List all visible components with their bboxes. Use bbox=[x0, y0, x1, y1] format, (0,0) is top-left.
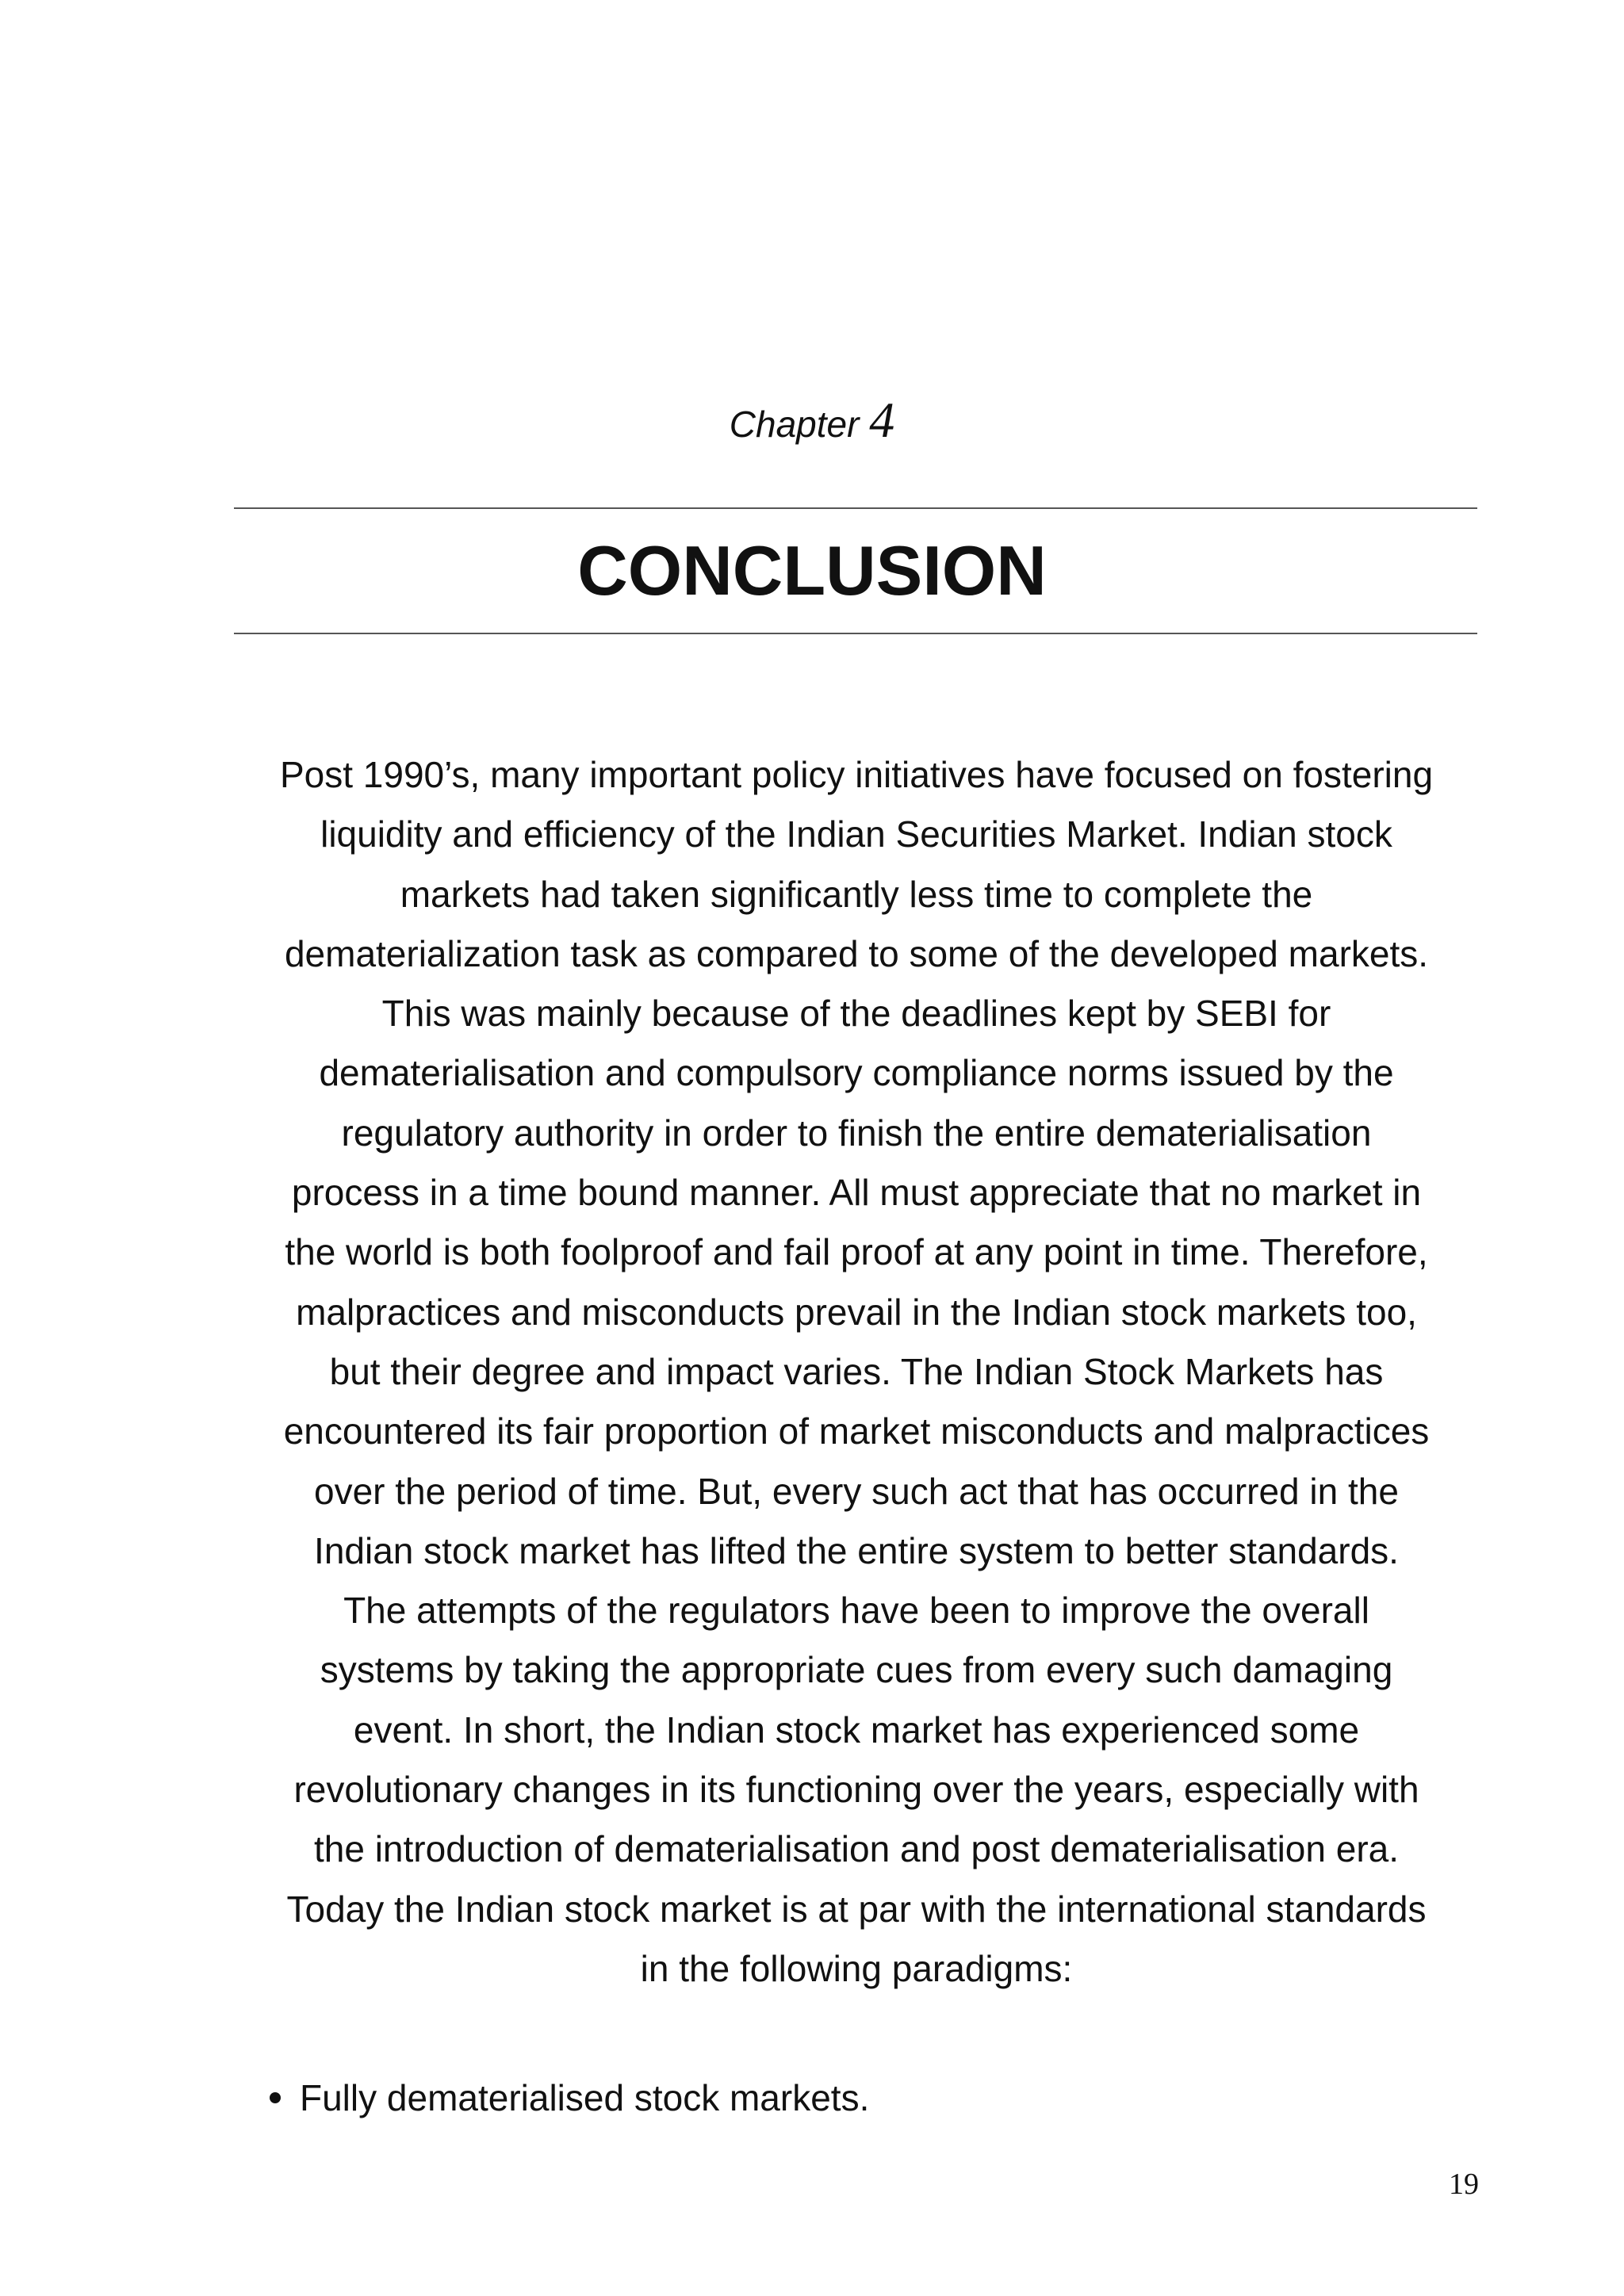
paragraph-line: The attempts of the regulators have been to improve the overall bbox=[343, 1590, 1369, 1632]
paragraph-line: liquidity and efficiency of the Indian Securities Market. Indian stock bbox=[320, 813, 1392, 855]
chapter-word: Chapter bbox=[729, 404, 860, 445]
paragraph-line: but their degree and impact varies. The Indian Stock Markets has bbox=[329, 1350, 1384, 1392]
bullet-list bbox=[270, 2072, 869, 2123]
conclusion-paragraph bbox=[222, 745, 1491, 1999]
paragraph-line: Post 1990’s, many important policy initiatives have focused on fostering bbox=[279, 754, 1434, 795]
paragraph-line: event. In short, the Indian stock market has experienced some bbox=[353, 1709, 1360, 1751]
paragraph-line: systems by taking the appropriate cues from every such damaging bbox=[320, 1649, 1393, 1691]
page-number: 19 bbox=[1449, 2168, 1479, 2201]
bullet-icon bbox=[270, 2092, 281, 2103]
list-item bbox=[270, 2072, 869, 2123]
list-item-text: Fully dematerialised stock markets. bbox=[300, 2077, 870, 2118]
paragraph-line: dematerialisation and compulsory compliance norms issued by the bbox=[319, 1052, 1394, 1094]
paragraph-line: dematerialization task as compared to some of the developed markets. bbox=[284, 932, 1429, 974]
chapter-label bbox=[0, 392, 1624, 450]
paragraph-line: over the period of time. But, every such act that has occurred in the bbox=[314, 1470, 1399, 1512]
title-rule-top bbox=[234, 507, 1477, 509]
paragraph-line: the world is both foolproof and fail proof at any point in time. Therefore, bbox=[285, 1231, 1428, 1273]
paragraph-line: regulatory authority in order to finish the entire dematerialisation bbox=[341, 1112, 1372, 1154]
paragraph-line: the introduction of dematerialisation and post dematerialisation era. bbox=[313, 1828, 1400, 1870]
paragraph-line: Today the Indian stock market is at par with the international standards bbox=[286, 1888, 1427, 1930]
paragraph-line: markets had taken significantly less time to complete the bbox=[400, 873, 1313, 915]
paragraph-line: This was mainly because of the deadlines kept by SEBI for bbox=[381, 993, 1331, 1035]
paragraph-line: process in a time bound manner. All must appreciate that no market in bbox=[291, 1172, 1422, 1214]
title-rule-bottom bbox=[234, 633, 1477, 634]
paragraph-line: encountered its fair proportion of market misconducts and malpractices bbox=[283, 1410, 1430, 1452]
chapter-number: 4 bbox=[869, 392, 895, 448]
paragraph-line: malpractices and misconducts prevail in the Indian stock markets too, bbox=[296, 1291, 1417, 1333]
chapter-title: CONCLUSION bbox=[577, 531, 1047, 610]
paragraph-line: revolutionary changes in its functioning over the years, especially with bbox=[293, 1769, 1419, 1811]
paragraph-line: Indian stock market has lifted the entire system to better standards. bbox=[314, 1529, 1399, 1571]
paragraph-line: in the following paradigms: bbox=[640, 1947, 1073, 1989]
